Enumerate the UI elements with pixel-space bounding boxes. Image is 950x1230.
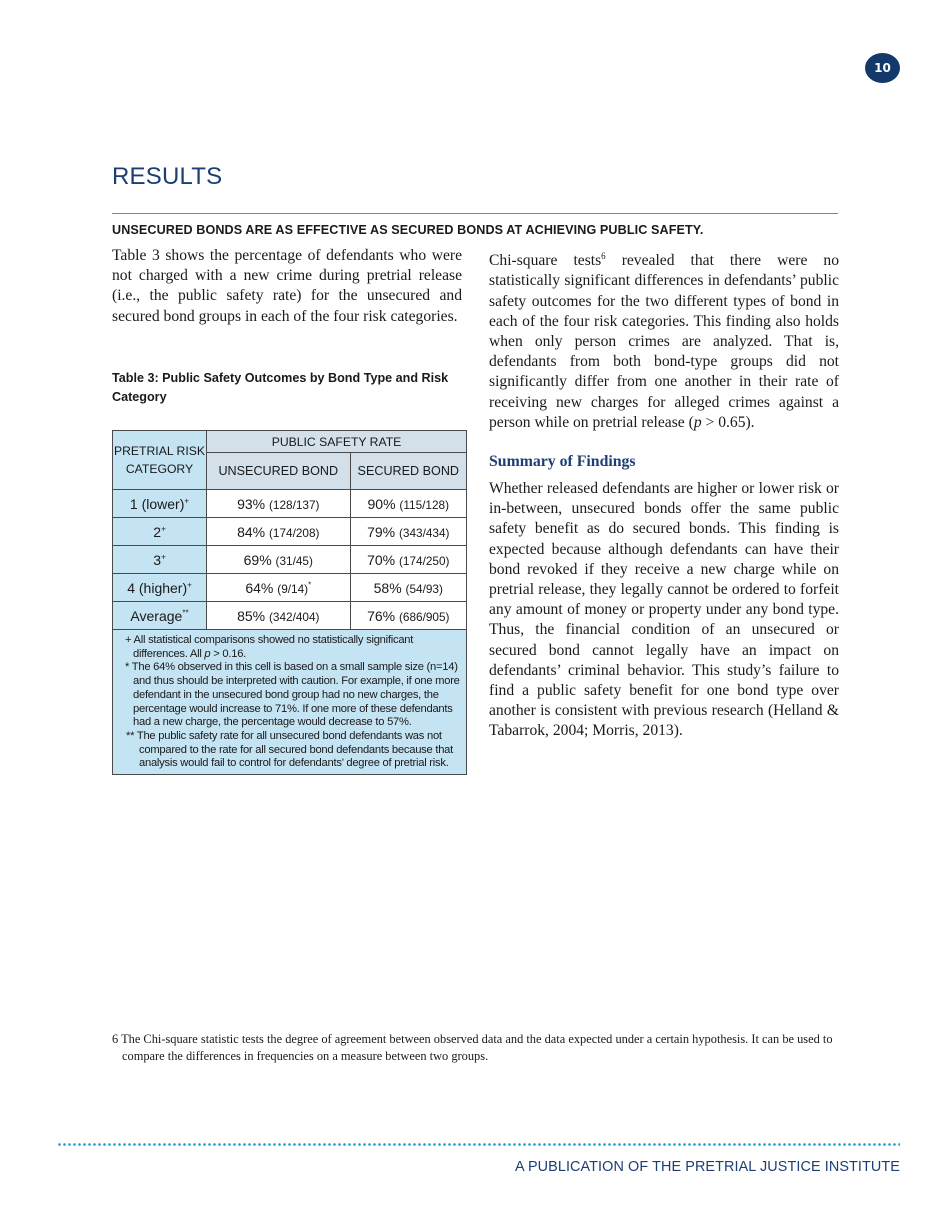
note-plus: + All statistical comparisons showed no statistically significant differences. All p > 0.16. [125,634,414,660]
table-row [113,602,467,630]
table-row [113,518,467,546]
unsecured-rate-cell: 85% (342/404) [207,602,351,630]
table-caption: Table 3: Public Safety Outcomes by Bond Type and Risk Category [112,371,449,404]
table-notes [113,630,467,775]
risk-category-cell: 4 (higher)+ [113,574,207,602]
section-title: UNSECURED BONDS ARE AS EFFECTIVE AS SECURED BONDS AT ACHIEVING PUBLIC SAFETY. [112,223,704,237]
right-column [489,246,839,742]
summary-heading: Summary of Findings [489,453,636,471]
page-number-badge [865,53,900,83]
table-row [113,490,467,518]
left-paragraph: Table 3 shows the percentage of defendants who were not charged with a new crime during pretrial release (i.e., the public safety rate) for the unsecured and secured bond groups in each of the four risk categories. [112,247,462,325]
public-safety-table [112,430,467,775]
risk-category-cell: Average** [113,602,207,630]
summary-paragraph: Whether released defendants are higher or lower risk or in-between, unsecured bonds offer the same public safety benefit as do secured bonds. This finding is expected because although defendants can have their bond revoked if they receive a new charge while on pretrial release, they legally cannot be ordered to forfeit any amount of money or property under any bond type. Thus, the financial condition of an unsecured or secured bond cannot legally have an impact on defendants’ criminal behavior. This study’s failure to find a public safety benefit for one bond type over another is consistent with previous research (Helland & Tabarrok, 2004; Morris, 2013). [489,480,839,740]
secured-rate-cell: 70% (174/250) [350,546,466,574]
table-row [113,546,467,574]
left-column [112,246,462,327]
chi-square-paragraph: Chi-square tests$^6$ revealed that there were no statistically significant differences in defendants’ public safety outcomes for the two different types of bond in each of the four risk categories. This finding also holds when only person crimes are analyzed. That is, defendants from both bond-type groups did not significantly differ from one another in their rate of receiving new charges for alleged crimes against a person while on pretrial release (p > 0.65). [489,251,840,431]
unsecured-rate-cell: 84% (174/208) [207,518,351,546]
secured-rate-cell: 90% (115/128) [350,490,466,518]
header-risk-category: PRETRIAL RISK CATEGORY [113,431,207,490]
footnote-ref: 6 [601,251,606,261]
heading-rule [112,213,838,214]
secured-rate-cell: 76% (686/905) [350,602,466,630]
publication-footer: A PUBLICATION OF THE PRETRIAL JUSTICE INSTITUTE [514,1159,900,1175]
table-row [113,574,467,602]
header-public-safety-rate: PUBLIC SAFETY RATE [207,431,467,453]
page-number: 10 [874,61,891,75]
note-star: * The 64% observed in this cell is based on a small sample size (n=14) and thus should be interpreted with caution. For example, if one more defendant in the unsecured bond group had no new charges, the percentage would increase to 71%. If one more of these defendants had a new charge, the percentage would decrease to 57%. [125,661,460,729]
secured-rate-cell: 79% (343/434) [350,518,466,546]
unsecured-rate-cell: 64% (9/14)* [207,574,351,602]
note-double-star: ** The public safety rate for all unsecured bond defendants was not compared to the rate for all secured bond defendants because that analysis would fail to control for defendants’ degree of pretrial risk. [126,729,453,770]
secured-rate-cell: 58% (54/93) [350,574,466,602]
header-unsecured-bond: UNSECURED BOND [207,453,351,490]
unsecured-rate-cell: 93% (128/137) [207,490,351,518]
risk-category-cell: 1 (lower)+ [113,490,207,518]
header-secured-bond: SECURED BOND [350,453,466,490]
risk-category-cell: 2+ [113,518,207,546]
results-heading: RESULTS [112,163,223,190]
unsecured-rate-cell: 69% (31/45) [207,546,351,574]
footnote: 6 The Chi-square statistic tests the degree of agreement between observed data and the data expected under a certain hypothesis. It can be used to compare the differences in frequencies on a measure between two groups. [112,1032,833,1063]
risk-category-cell: 3+ [113,546,207,574]
footer-dotted-rule [57,1143,900,1146]
